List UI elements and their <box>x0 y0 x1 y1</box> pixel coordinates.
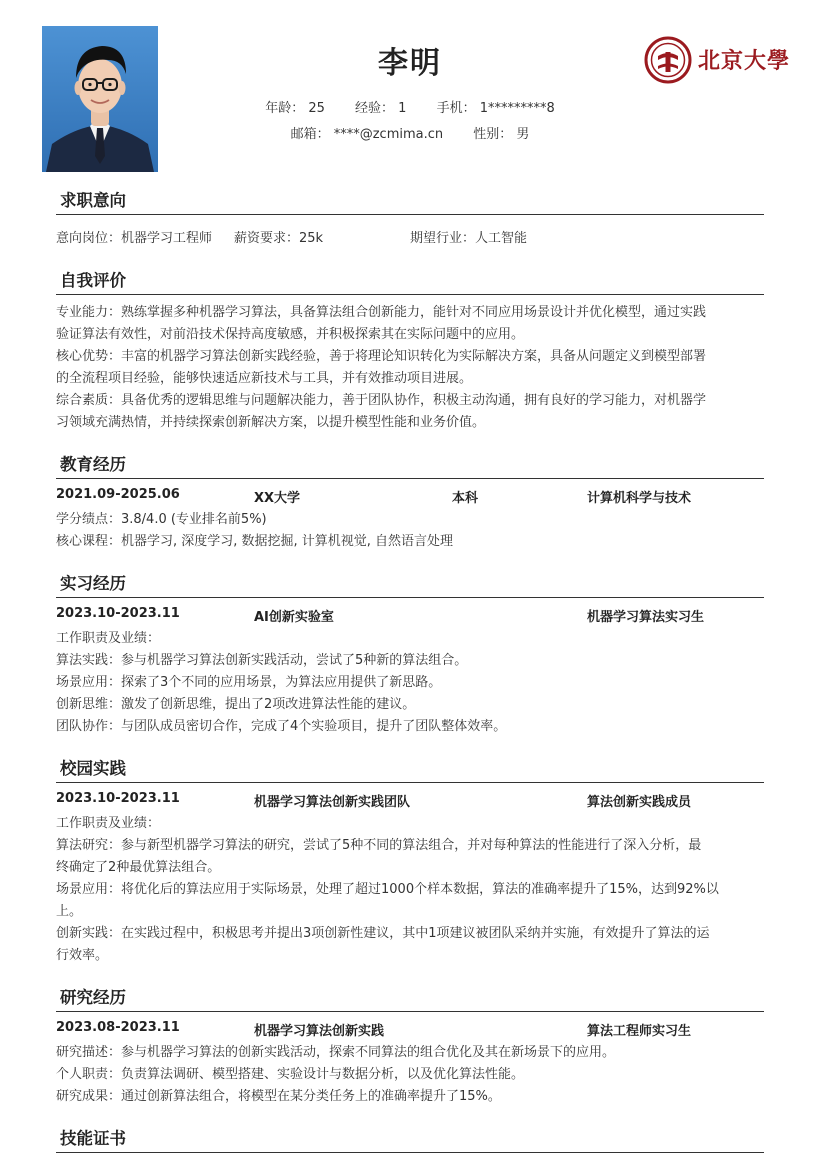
campus-org: 机器学习算法创新实践团队 <box>254 795 411 810</box>
campus-line: 工作职责及业绩： <box>56 816 161 831</box>
campus-line: 算法研究：参与新型机器学习算法的研究，尝试了5种不同的算法组合，并对每种算法的性能进行了深入分析，最 <box>56 838 702 853</box>
section-heading: 技能证书 <box>60 1129 126 1148</box>
university-seal-icon <box>644 36 692 84</box>
section-heading: 校园实践 <box>60 759 126 778</box>
campus-line: 场景应用：将优化后的算法应用于实际场景，处理了超过1000个样本数据，算法的准确率提升了15%，达到92%以 <box>56 882 719 897</box>
education-degree: 本科 <box>452 491 479 506</box>
intent-position: 意向岗位：机器学习工程师 <box>56 231 213 246</box>
campus-line: 创新实践：在实践过程中，积极思考并提出3项创新性建议，其中1项建议被团队采纳并实施，有效提升了算法的运 <box>56 926 710 941</box>
intent-industry: 期望行业：人工智能 <box>410 231 528 246</box>
gender-field: 性别： 男 <box>473 127 530 142</box>
intent-salary: 薪资要求：25k <box>234 231 324 246</box>
education-period: 2021.09-2025.06 <box>56 487 180 502</box>
section-heading: 自我评价 <box>60 271 126 290</box>
research-period: 2023.08-2023.11 <box>56 1020 180 1035</box>
campus-line: 上。 <box>56 904 83 919</box>
section-title-skills <box>56 1125 764 1153</box>
campus-role: 算法创新实践成员 <box>587 795 692 810</box>
internship-line: 工作职责及业绩： <box>56 631 161 646</box>
internship-role: 机器学习算法实习生 <box>587 610 705 625</box>
research-line: 研究成果：通过创新算法组合，将模型在某分类任务上的准确率提升了15%。 <box>56 1089 501 1104</box>
section-title-campus <box>56 755 764 783</box>
campus-line: 终确定了2种最优算法组合。 <box>56 860 221 875</box>
email-field: 邮箱： ****@zcmima.cn <box>290 127 444 142</box>
section-title-education <box>56 451 764 479</box>
internship-header-row <box>56 604 766 626</box>
education-line: 学分绩点：3.8/4.0 (专业排名前5%) <box>56 512 267 527</box>
candidate-name: 李明 <box>378 46 442 81</box>
section-title-self-eval <box>56 267 764 295</box>
internship-line: 团队协作：与团队成员密切合作，完成了4个实验项目，提升了团队整体效率。 <box>56 719 507 734</box>
section-title-intent <box>56 187 764 215</box>
self-eval-line: 专业能力：熟练掌握多种机器学习算法，具备算法组合创新能力，能针对不同应用场景设计并优化模型，通过实践 <box>56 305 707 320</box>
campus-period: 2023.10-2023.11 <box>56 791 180 806</box>
campus-header-row <box>56 789 766 811</box>
education-school: XX大学 <box>254 491 301 506</box>
research-org: 机器学习算法创新实践 <box>254 1024 385 1039</box>
basic-info-row <box>0 97 820 116</box>
section-heading: 教育经历 <box>60 455 126 474</box>
internship-line: 场景应用：探索了3个不同的应用场景，为算法应用提供了新思路。 <box>56 675 442 690</box>
internship-line: 算法实践：参与机器学习算法创新实践活动，尝试了5种新的算法组合。 <box>56 653 468 668</box>
research-line: 研究描述：参与机器学习算法的创新实践活动，探索不同算法的组合优化及其在新场景下的应用。 <box>56 1045 616 1060</box>
campus-line: 行效率。 <box>56 948 109 963</box>
section-heading: 研究经历 <box>60 988 126 1007</box>
education-major: 计算机科学与技术 <box>587 491 692 506</box>
self-eval-line: 的全流程项目经验，能够快速适应新技术与工具，并有效推动项目进展。 <box>56 371 473 386</box>
self-eval-line: 验证算法有效性，对前沿技术保持高度敏感，并积极探索其在实际问题中的应用。 <box>56 327 525 342</box>
age-field: 年龄： 25 <box>265 101 325 116</box>
phone-field: 手机： 1*********8 <box>436 101 555 116</box>
research-line: 个人职责：负责算法调研、模型搭建、实验设计与数据分析，以及优化算法性能。 <box>56 1067 525 1082</box>
contact-info-row <box>0 123 820 142</box>
section-title-internship <box>56 570 764 598</box>
research-header-row <box>56 1018 766 1040</box>
education-header-row <box>56 485 766 507</box>
university-logo <box>644 36 794 84</box>
self-eval-line: 核心优势：丰富的机器学习算法创新实践经验，善于将理论知识转化为实际解决方案，具备从问题定义到模型部署 <box>56 349 707 364</box>
job-intent-row <box>56 228 766 250</box>
section-heading: 求职意向 <box>60 191 126 210</box>
section-title-research <box>56 984 764 1012</box>
self-eval-line: 综合素质：具备优秀的逻辑思维与问题解决能力，善于团队协作，积极主动沟通，拥有良好的学习能力，对机器学 <box>56 393 707 408</box>
university-name: 北京大學 <box>698 48 791 74</box>
self-eval-line: 习领域充满热情，并持续探索创新解决方案，以提升模型性能和业务价值。 <box>56 415 486 430</box>
research-role: 算法工程师实习生 <box>587 1024 692 1039</box>
section-heading: 实习经历 <box>60 574 126 593</box>
internship-period: 2023.10-2023.11 <box>56 606 180 621</box>
internship-org: AI创新实验室 <box>254 610 334 625</box>
experience-field: 经验： 1 <box>355 101 407 116</box>
internship-line: 创新思维：激发了创新思维，提出了2项改进算法性能的建议。 <box>56 697 416 712</box>
education-line: 核心课程：机器学习, 深度学习, 数据挖掘, 计算机视觉, 自然语言处理 <box>56 534 454 549</box>
